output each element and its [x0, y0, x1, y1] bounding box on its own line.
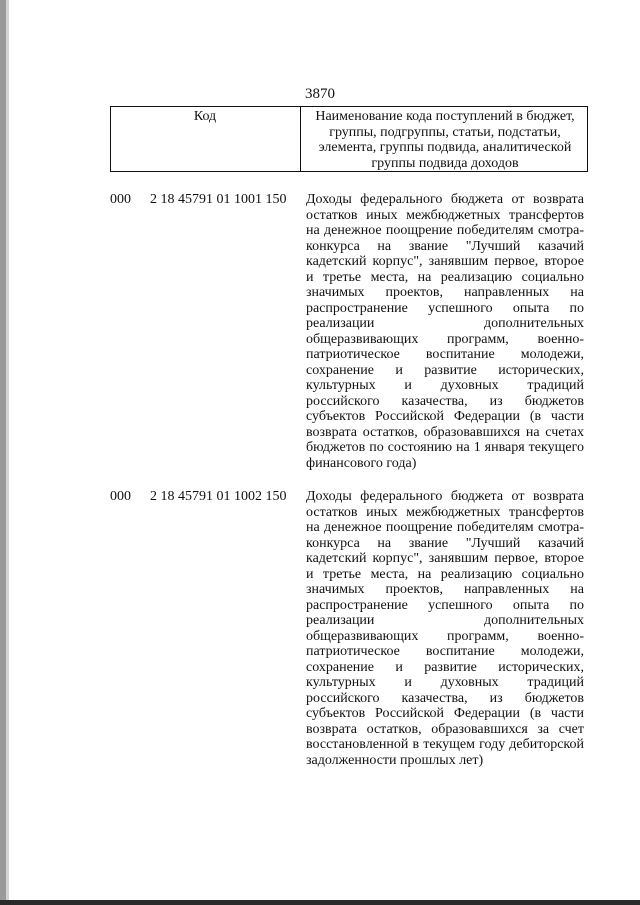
- row-admin-code: 000: [110, 489, 131, 504]
- row-admin-code: 000: [110, 192, 131, 207]
- scan-bottom-edge: [0, 900, 640, 905]
- column-header-name: Наименование кода поступлений в бюджет, группы, подгруппы, статьи, подстатьи, элемента, группы подвида, аналитической группы подвида доходов: [315, 109, 575, 171]
- table-header: [110, 106, 588, 172]
- row-income-code: 2 18 45791 01 1002 150: [150, 489, 287, 504]
- table-header-right-border: [587, 107, 588, 171]
- scan-left-edge: [0, 0, 6, 905]
- row-description: Доходы федерального бюджета от возврата остатков иных межбюджетных трансфертов на денежное поощрение победителям смотра-конкурса на звание "Лучший казачий кадетский корпус", занявшим первое, второе и третье места, на реализацию социально значимых проектов, направленных на распространение успешного опыта по реализации дополнительных общеразвивающих программ, военно-патриотическое воспитание молодежи, сохранение и развитие исторических, культурных и духовных традиций российского казачества, из бюджетов субъектов Российской Федерации (в части возврата остатков, образовавшихся на счетах бюджетов по состоянию на 1 января текущего финансового года): [306, 192, 584, 471]
- row-income-code: 2 18 45791 01 1001 150: [150, 192, 287, 207]
- row-description: Доходы федерального бюджета от возврата остатков иных межбюджетных трансфертов на денежное поощрение победителям смотра-конкурса на звание "Лучший казачий кадетский корпус", занявшим первое, второе и третье места, на реализацию социально значимых проектов, направленных на распространение успешного опыта по реализации дополнительных общеразвивающих программ, военно-патриотическое воспитание молодежи, сохранение и развитие исторических, культурных и духовных традиций российского казачества, из бюджетов субъектов Российской Федерации (в части возврата остатков, образовавшихся за счет восстановленной в текущем году дебиторской задолженности прошлых лет): [306, 489, 584, 768]
- page-number: 3870: [305, 86, 335, 102]
- table-header-divider: [300, 107, 301, 171]
- column-header-code: Код: [193, 109, 217, 124]
